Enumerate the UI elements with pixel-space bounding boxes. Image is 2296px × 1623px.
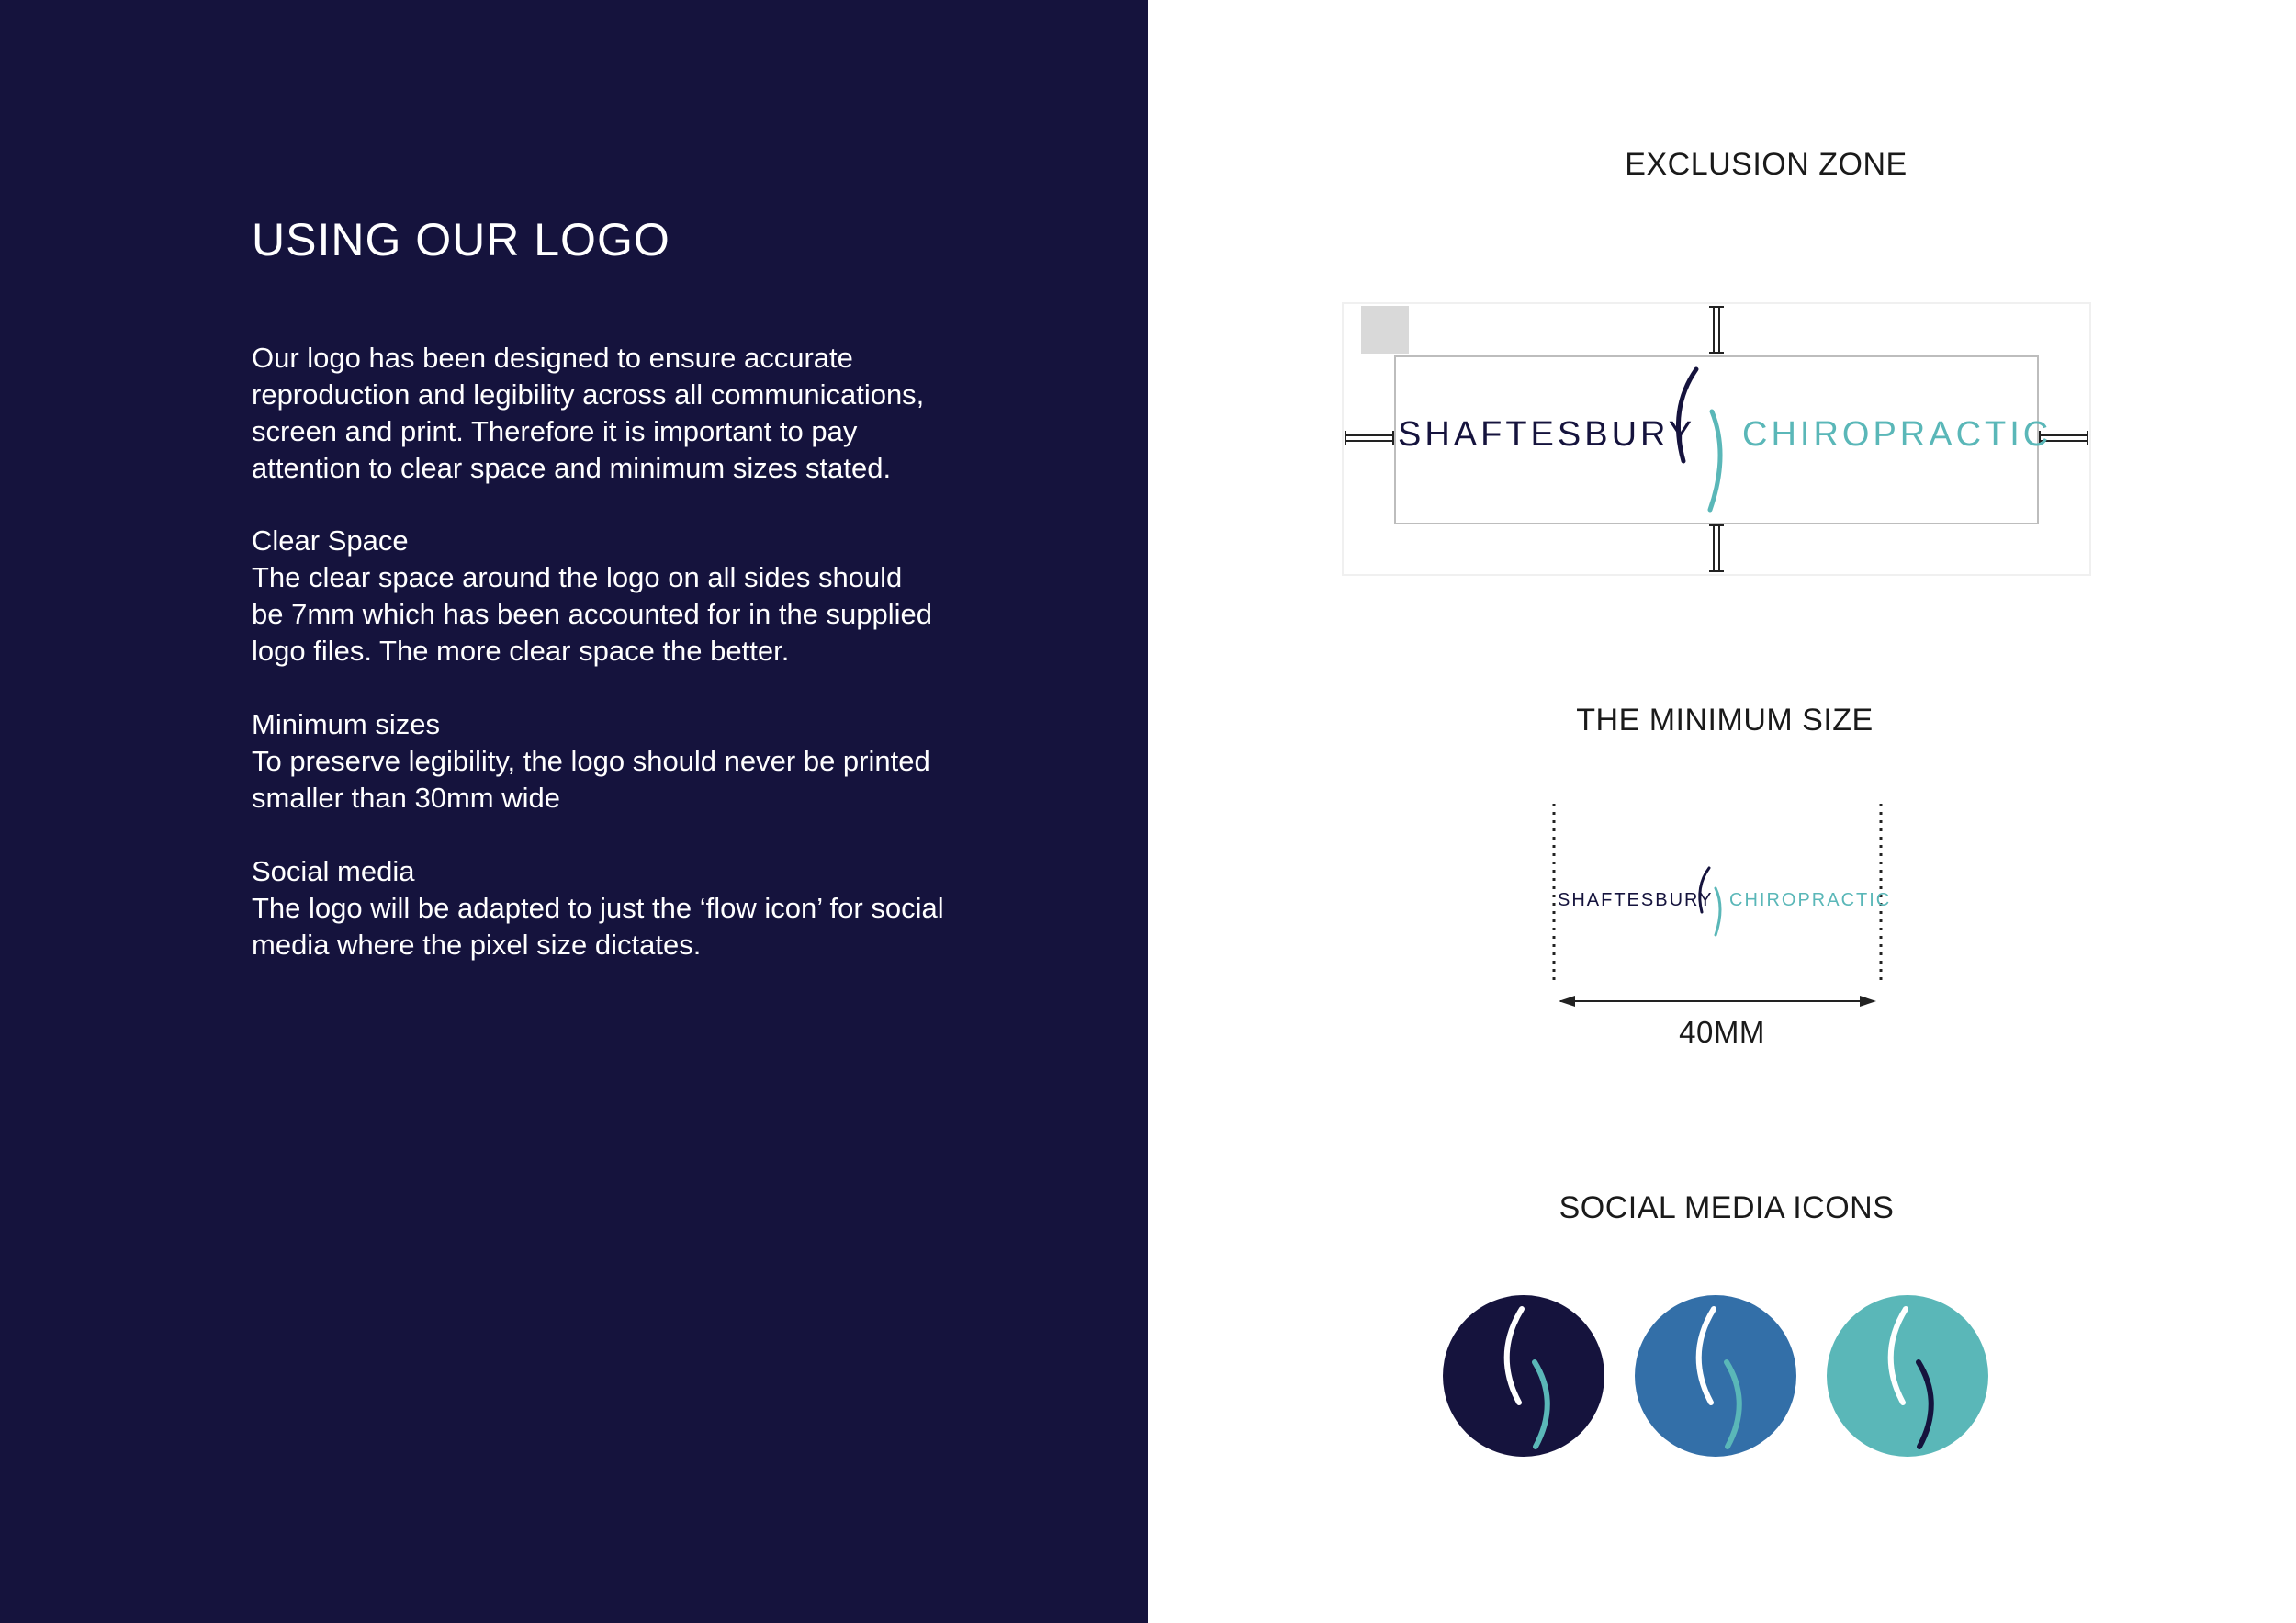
- social-icons-row: [1442, 1291, 1993, 1465]
- dimension-arrow-left-head: [1559, 996, 1575, 1007]
- minimum-sizes-heading: Minimum sizes: [252, 708, 440, 740]
- social-icon-navy: [1443, 1295, 1604, 1457]
- intro-paragraph: [252, 340, 925, 487]
- top-spacing-marker: [1709, 307, 1724, 353]
- social-icon-teal: [1827, 1295, 1988, 1457]
- dimension-arrow-right-head: [1860, 996, 1876, 1007]
- logo-word-chiropractic: CHIROPRACTIC: [1742, 415, 2053, 454]
- clear-space-line: be 7mm which has been accounted for in the supplied: [252, 598, 933, 630]
- intro-line: screen and print. Therefore it is important to pay: [252, 415, 858, 447]
- minimum-size-heading: THE MINIMUM SIZE: [1576, 703, 1874, 738]
- exclusion-zone-heading: EXCLUSION ZONE: [1625, 147, 1908, 182]
- dimension-label: 40MM: [1679, 1015, 1765, 1049]
- social-media-section: [252, 853, 944, 964]
- clear-space-line: The clear space around the logo on all sides should: [252, 561, 903, 593]
- min-flow-icon-right-curve: [1716, 888, 1720, 935]
- page-title: USING OUR LOGO: [252, 214, 670, 265]
- logo-word-shaftesbury: SHAFTESBURY: [1398, 415, 1696, 454]
- min-logo-word-chiropractic: CHIROPRACTIC: [1729, 890, 1892, 910]
- min-logo-word-shaftesbury: SHAFTESBURY: [1558, 890, 1714, 910]
- clear-space-heading: Clear Space: [252, 524, 409, 557]
- social-icon-blue: [1635, 1295, 1796, 1457]
- intro-line: Our logo has been designed to ensure accurate: [252, 342, 853, 374]
- minimum-sizes-line: To preserve legibility, the logo should never be printed: [252, 745, 930, 777]
- clear-space-unit-square: [1361, 306, 1409, 354]
- clear-space-line: logo files. The more clear space the better.: [252, 635, 790, 667]
- minimum-sizes-line: smaller than 30mm wide: [252, 782, 560, 814]
- right-panel: [1148, 0, 2296, 1623]
- social-media-line: media where the pixel size dictates.: [252, 929, 702, 961]
- social-media-heading: Social media: [252, 855, 415, 887]
- minimum-sizes-section: [252, 706, 930, 817]
- intro-line: reproduction and legibility across all communications,: [252, 378, 925, 411]
- bottom-spacing-marker: [1709, 525, 1724, 571]
- intro-line: attention to clear space and minimum sizes stated.: [252, 452, 892, 484]
- social-media-line: The logo will be adapted to just the ‘flow icon’ for social: [252, 892, 944, 924]
- flow-icon-right-curve: [1710, 411, 1720, 510]
- left-spacing-marker: [1345, 431, 1393, 445]
- social-icons-heading: SOCIAL MEDIA ICONS: [1559, 1190, 1895, 1225]
- clear-space-section: [252, 523, 933, 670]
